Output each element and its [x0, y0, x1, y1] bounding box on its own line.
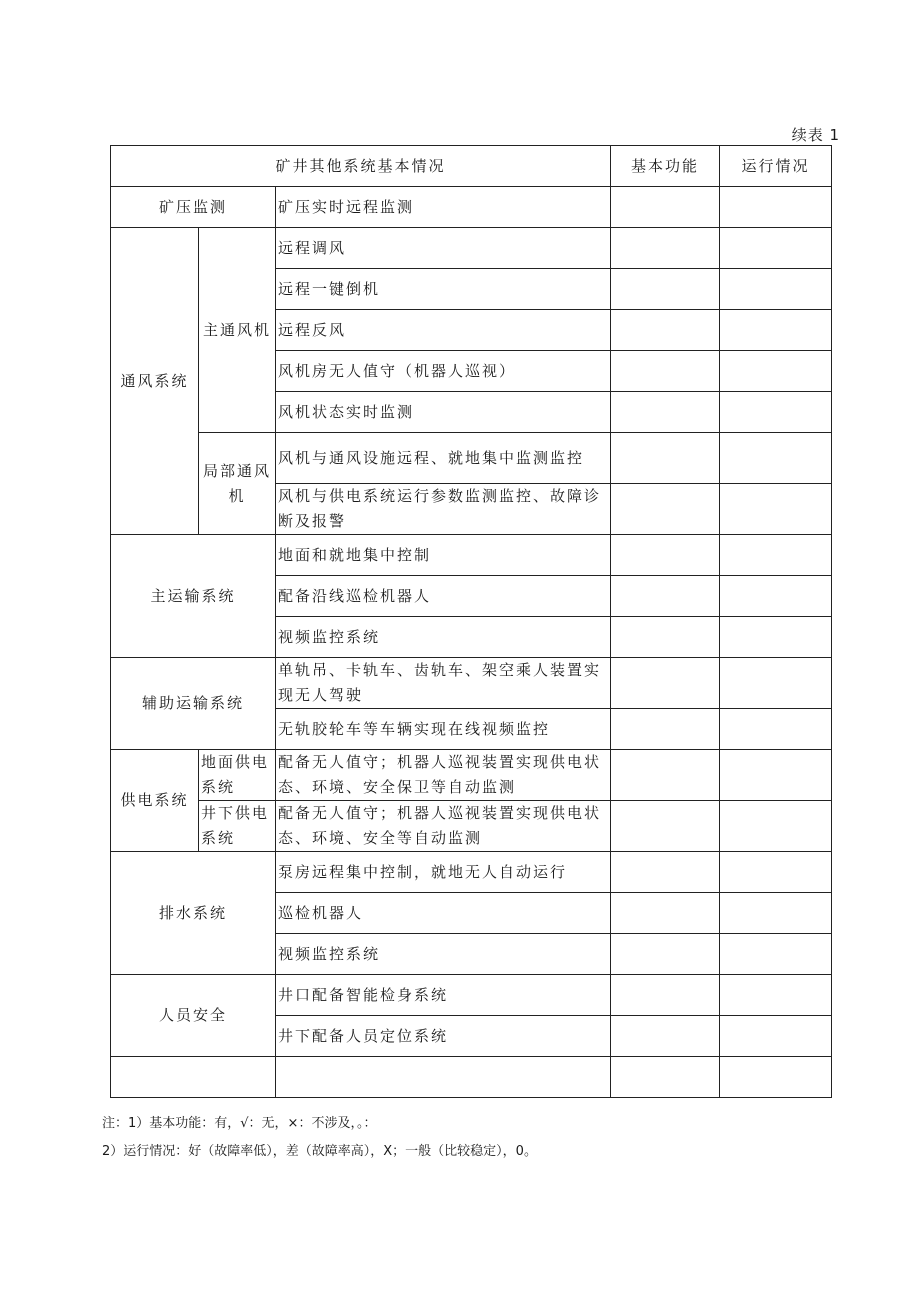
basic-function-cell[interactable]: [611, 893, 720, 934]
item-cell: 风机房无人值守（机器人巡视）: [276, 351, 611, 392]
basic-function-cell[interactable]: [611, 750, 720, 801]
basic-function-cell[interactable]: [611, 269, 720, 310]
basic-function-cell[interactable]: [611, 187, 720, 228]
operation-status-cell[interactable]: [720, 187, 832, 228]
table-header-row: [111, 146, 832, 187]
item-cell: 巡检机器人: [276, 893, 611, 934]
item-cell: 井下配备人员定位系统: [276, 1016, 611, 1057]
operation-status-cell[interactable]: [720, 801, 832, 852]
operation-status-cell[interactable]: [720, 750, 832, 801]
operation-status-cell[interactable]: [720, 351, 832, 392]
operation-status-cell[interactable]: [720, 433, 832, 484]
item-cell: 远程调风: [276, 228, 611, 269]
table-row: [111, 658, 832, 709]
table-row: [111, 535, 832, 576]
basic-function-cell[interactable]: [611, 709, 720, 750]
basic-function-cell[interactable]: [611, 1057, 720, 1098]
table-row: [111, 433, 832, 484]
group-ventilation: 通风系统: [111, 228, 199, 535]
subgroup-local-fan: 局部通风机: [199, 433, 276, 535]
subgroup-underground-power: 井下供电系统: [199, 801, 276, 852]
group-main-transport: 主运输系统: [111, 535, 276, 658]
basic-function-cell[interactable]: [611, 801, 720, 852]
continued-table-label: 续表 1: [791, 126, 840, 144]
item-cell: 泵房远程集中控制，就地无人自动运行: [276, 852, 611, 893]
table-row: [111, 228, 832, 269]
empty-item-cell[interactable]: [276, 1057, 611, 1098]
table-row: [111, 975, 832, 1016]
item-cell: 矿压实时远程监测: [276, 187, 611, 228]
operation-status-cell[interactable]: [720, 709, 832, 750]
item-cell: 配备无人值守；机器人巡视装置实现供电状态、环境、安全等自动监测: [276, 801, 611, 852]
item-cell: 风机与通风设施远程、就地集中监测监控: [276, 433, 611, 484]
group-drainage: 排水系统: [111, 852, 276, 975]
table-row: [111, 801, 832, 852]
group-power-supply: 供电系统: [111, 750, 199, 852]
empty-group-cell[interactable]: [111, 1057, 276, 1098]
basic-function-cell[interactable]: [611, 852, 720, 893]
group-aux-transport: 辅助运输系统: [111, 658, 276, 750]
item-cell: 无轨胶轮车等车辆实现在线视频监控: [276, 709, 611, 750]
header-basic-function: 基本功能: [611, 146, 720, 187]
item-cell: 风机与供电系统运行参数监测监控、故障诊断及报警: [276, 484, 611, 535]
subgroup-surface-power: 地面供电系统: [199, 750, 276, 801]
table-row: [111, 750, 832, 801]
operation-status-cell[interactable]: [720, 535, 832, 576]
operation-status-cell[interactable]: [720, 934, 832, 975]
group-personnel-safety: 人员安全: [111, 975, 276, 1057]
item-cell: 视频监控系统: [276, 934, 611, 975]
item-cell: 井口配备智能检身系统: [276, 975, 611, 1016]
basic-function-cell[interactable]: [611, 975, 720, 1016]
operation-status-cell[interactable]: [720, 576, 832, 617]
item-cell: 配备无人值守；机器人巡视装置实现供电状态、环境、安全保卫等自动监测: [276, 750, 611, 801]
operation-status-cell[interactable]: [720, 1057, 832, 1098]
basic-function-cell[interactable]: [611, 576, 720, 617]
basic-function-cell[interactable]: [611, 658, 720, 709]
table-row: [111, 852, 832, 893]
operation-status-cell[interactable]: [720, 1016, 832, 1057]
basic-function-cell[interactable]: [611, 535, 720, 576]
item-cell: 远程一键倒机: [276, 269, 611, 310]
operation-status-cell[interactable]: [720, 484, 832, 535]
empty-row: [111, 1057, 832, 1098]
operation-status-cell[interactable]: [720, 852, 832, 893]
operation-status-cell[interactable]: [720, 392, 832, 433]
item-cell: 配备沿线巡检机器人: [276, 576, 611, 617]
header-operation-status: 运行情况: [720, 146, 832, 187]
item-cell: 视频监控系统: [276, 617, 611, 658]
header-title: 矿井其他系统基本情况: [111, 146, 611, 187]
item-cell: 风机状态实时监测: [276, 392, 611, 433]
mine-systems-table: [110, 145, 832, 1098]
table-row: [111, 187, 832, 228]
basic-function-cell[interactable]: [611, 228, 720, 269]
basic-function-cell[interactable]: [611, 392, 720, 433]
subgroup-main-fan: 主通风机: [199, 228, 276, 433]
item-cell: 远程反风: [276, 310, 611, 351]
basic-function-cell[interactable]: [611, 617, 720, 658]
item-cell: 单轨吊、卡轨车、齿轨车、架空乘人装置实现无人驾驶: [276, 658, 611, 709]
operation-status-cell[interactable]: [720, 269, 832, 310]
basic-function-cell[interactable]: [611, 1016, 720, 1057]
basic-function-cell[interactable]: [611, 934, 720, 975]
operation-status-cell[interactable]: [720, 975, 832, 1016]
note-operation-status: 2）运行情况：好（故障率低），差（故障率高），X；一般（比较稳定），0。: [102, 1144, 537, 1159]
table-notes: [102, 1110, 537, 1166]
operation-status-cell[interactable]: [720, 228, 832, 269]
basic-function-cell[interactable]: [611, 351, 720, 392]
group-pressure-monitoring: 矿压监测: [111, 187, 276, 228]
basic-function-cell[interactable]: [611, 484, 720, 535]
basic-function-cell[interactable]: [611, 433, 720, 484]
item-cell: 地面和就地集中控制: [276, 535, 611, 576]
basic-function-cell[interactable]: [611, 310, 720, 351]
operation-status-cell[interactable]: [720, 617, 832, 658]
operation-status-cell[interactable]: [720, 658, 832, 709]
operation-status-cell[interactable]: [720, 893, 832, 934]
note-basic-function: 注：1）基本功能：有，√：无，×：不涉及，。：: [102, 1116, 377, 1131]
operation-status-cell[interactable]: [720, 310, 832, 351]
